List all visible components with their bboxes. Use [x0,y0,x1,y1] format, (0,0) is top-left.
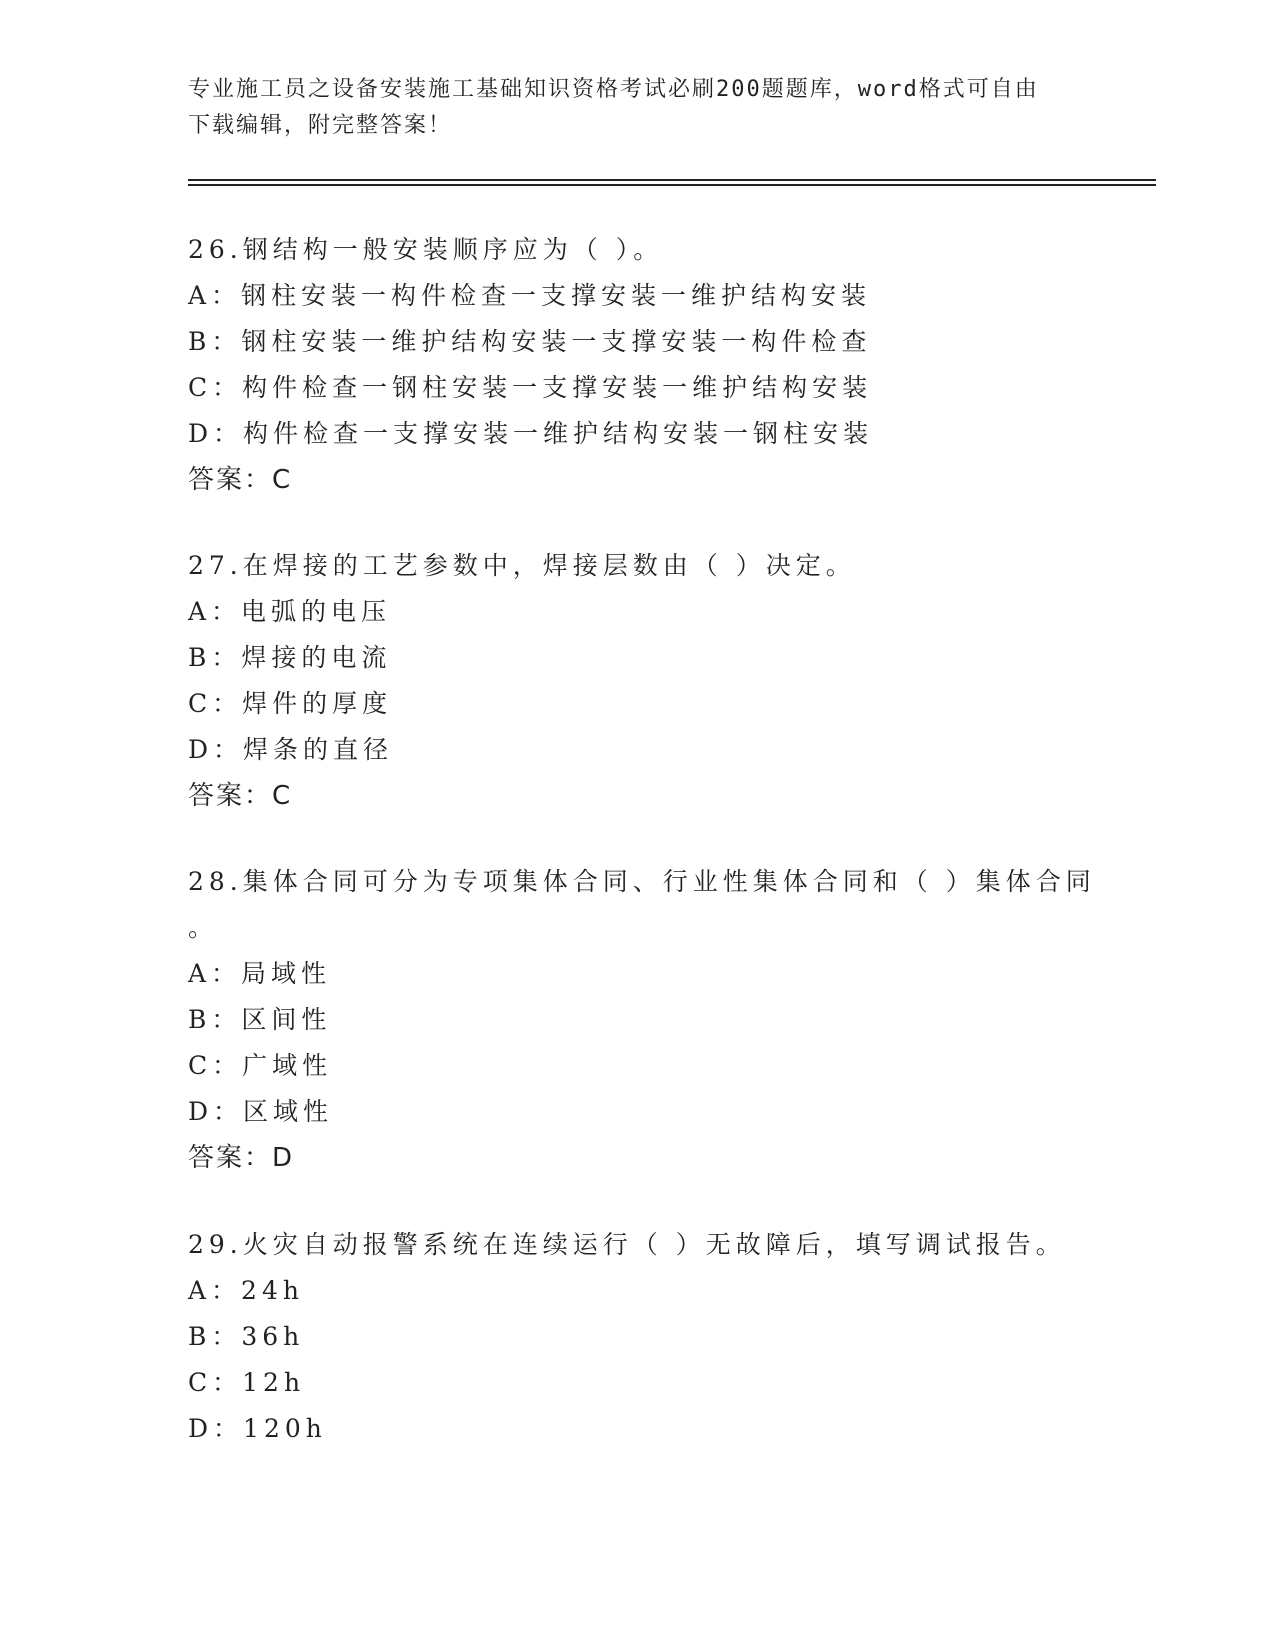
document-header [188,72,1068,144]
question-stem: 29.火灾自动报警系统在连续运行（ ）无故障后，填写调试报告。 [188,1230,1066,1259]
option-b: B：焊接的电流 [188,643,392,672]
header-divider-bottom [188,184,1156,186]
option-b: B：区间性 [188,1005,332,1034]
header-line-1: 专业施工员之设备安装施工基础知识资格考试必刷200题题库，word格式可自由 [188,77,1039,102]
option-a: A：24h [188,1276,304,1305]
header-divider-top [188,179,1156,181]
option-a: A：电弧的电压 [188,597,392,626]
question-29 [188,1222,1088,1452]
option-d: D：构件检查一支撑安装一维护结构安装一钢柱安装 [188,419,874,448]
option-d: D：120h [188,1414,327,1443]
header-line-2: 下载编辑，附完整答案！ [188,113,453,138]
option-c: C：构件检查一钢柱安装一支撑安装一维护结构安装 [188,373,873,402]
option-d: D：焊条的直径 [188,735,394,764]
option-d: D：区域性 [188,1097,334,1126]
option-c: C：12h [188,1368,306,1397]
question-stem-continuation: 。 [188,913,214,942]
question-stem: 26.钢结构一般安装顺序应为（ ）。 [188,235,664,264]
question-28 [188,859,1096,1181]
option-b: B：36h [188,1322,305,1351]
option-a: A：局域性 [188,959,332,988]
answer: 答案：D [188,1143,295,1173]
question-stem: 28.集体合同可分为专项集体合同、行业性集体合同和（ ）集体合同 [188,867,1096,896]
answer: 答案：C [188,781,293,811]
option-c: C：焊件的厚度 [188,689,393,718]
question-27 [188,543,1088,819]
option-a: A：钢柱安装一构件检查一支撑安装一维护结构安装 [188,281,872,310]
option-b: B：钢柱安装一维护结构安装一支撑安装一构件检查 [188,327,872,356]
answer: 答案：C [188,465,293,495]
question-stem: 27.在焊接的工艺参数中，焊接层数由（ ）决定。 [188,551,856,580]
question-26 [188,227,1088,503]
option-c: C：广域性 [188,1051,333,1080]
